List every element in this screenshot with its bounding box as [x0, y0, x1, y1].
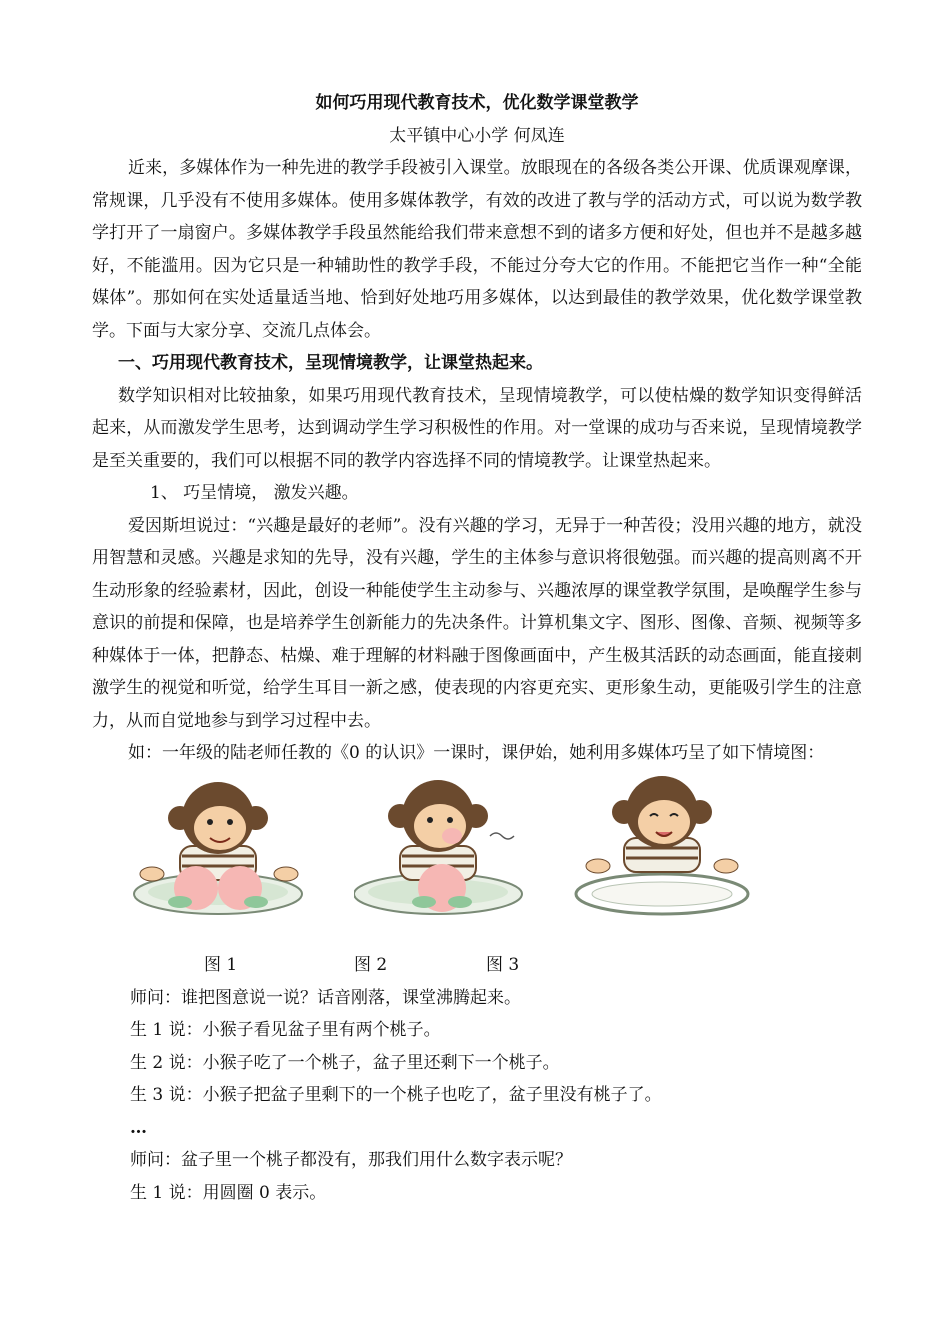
intro-paragraph: 近来，多媒体作为一种先进的教学手段被引入课堂。放眼现在的各级各类公开课、优质课观摩课，常规课，几乎没有不使用多媒体。使用多媒体教学，有效的改进了教与学的活动方式，可以说为数学教学打开了一扇窗户。多媒体教学手段虽然能给我们带来意想不到的诸多方便和好处，但也并不是越多越好，不能滥用。因为它只是一种辅助性的教学手段，不能过分夸大它的作用。不能把它当作一种“全能媒体”。那如何在实处适量适当地、恰到好处地巧用多媒体，以达到最佳的教学效果，优化数学课堂教学。下面与大家分享、交流几点体会。 — [92, 158, 862, 341]
section-heading: 一、巧用现代教育技术，呈现情境教学，让课堂热起来。 — [118, 353, 543, 373]
page-title: 如何巧用现代教育技术，优化数学课堂教学 — [315, 93, 639, 113]
dialog-line: 师问：盆子里一个桃子都没有，那我们用什么数字表示呢？ — [130, 1150, 572, 1170]
figure-row — [92, 776, 862, 948]
section-body-paragraph: 数学知识相对比较抽象，如果巧用现代教育技术，呈现情境教学，可以使枯燥的数学知识变得鲜活起来，从而激发学生思考，达到调动学生学习积极性的作用。对一堂课的成功与否来说，呈现情境教学是至关重要的，我们可以根据不同的教学内容选择不同的情境教学。让课堂热起来。 — [92, 385, 862, 471]
dialog-line: 师问：谁把图意说一说？话音刚落，课堂沸腾起来。 — [130, 987, 521, 1008]
dialog-line: 生 2 说：小猴子吃了一个桃子，盆子里还剩下一个桃子。 — [130, 1052, 560, 1073]
figure-caption: 图 1 — [204, 954, 238, 975]
document-page — [92, 86, 862, 1209]
author-line: 太平镇中心小学 何凤连 — [389, 126, 565, 146]
ellipsis-line: … — [130, 1117, 147, 1138]
monkey-one-peach-figure — [354, 776, 530, 916]
dialog-line: 生 1 说：用圆圈 0 表示。 — [130, 1182, 327, 1203]
einstein-paragraph: 爱因斯坦说过：“兴趣是最好的老师”。没有兴趣的学习，无异于一种苦役；没用兴趣的地方，就没用智慧和灵感。兴趣是求知的先导，没有兴趣，学生的主体参与意识将很勉强。而兴趣的提高则离不开生动形象的经验素材，因此，创设一种能使学生主动参与、兴趣浓厚的课堂教学氛围，是唤醒学生参与意识的前提和保障，也是培养学生创新能力的先决条件。计算机集文字、图形、图像、音频、视频等多种媒体于一体，把静态、枯燥、难于理解的材料融于图像画面中，产生极其活跃的动态画面，能直接刺激学生的视觉和听觉，给学生耳目一新之感，使表现的内容更充实、更形象生动，更能吸引学生的注意力，从而自觉地参与到学习过程中去。 — [92, 515, 862, 731]
dialog-line: 生 3 说：小猴子把盆子里剩下的一个桃子也吃了，盆子里没有桃子了。 — [130, 1085, 662, 1105]
figure-captions — [92, 948, 862, 982]
dialog-line: 生 1 说：小猴子看见盆子里有两个桃子。 — [130, 1020, 441, 1040]
figure-caption: 图 3 — [486, 954, 520, 975]
example-paragraph: 如：一年级的陆老师任教的《0 的认识》一课时，课伊始，她利用多媒体巧呈了如下情境图： — [128, 743, 825, 763]
monkey-two-peaches-figure — [130, 776, 306, 916]
figure-caption: 图 2 — [354, 954, 388, 975]
monkey-empty-plate-figure — [570, 776, 750, 916]
subsection-item: 1、 巧呈情境， 激发兴趣。 — [150, 483, 359, 503]
